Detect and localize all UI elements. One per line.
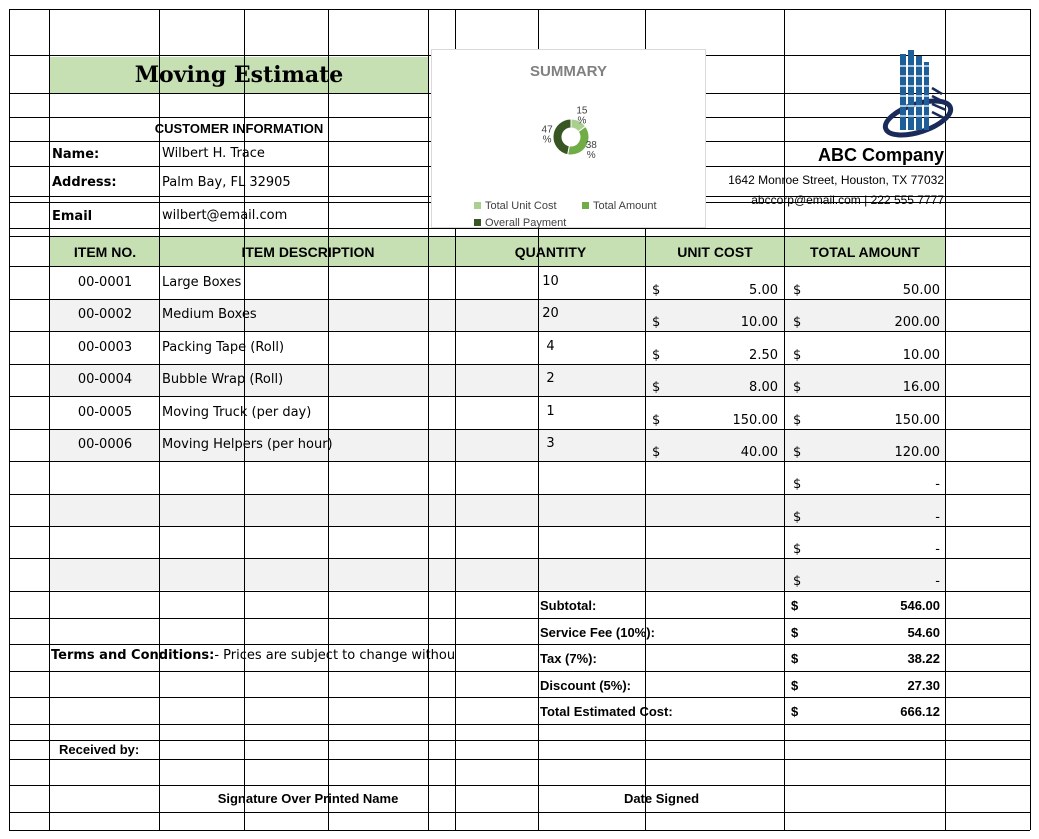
col-item-no: ITEM NO. — [73, 244, 137, 260]
item-no: 00-0001 — [77, 275, 133, 290]
summary-value: 27.30 — [907, 678, 940, 693]
item-no: 00-0005 — [77, 405, 133, 420]
summary-value: 546.00 — [900, 598, 940, 613]
legend-label: Total Amount — [593, 200, 657, 212]
total-currency: $ — [793, 510, 802, 525]
customer-email[interactable]: wilbert@email.com — [162, 208, 288, 223]
col-unit-cost: UNIT COST — [677, 244, 753, 260]
customer-info-heading: CUSTOMER INFORMATION — [154, 121, 324, 136]
total-currency: $ — [793, 574, 802, 589]
summary-label: Discount (5%): — [540, 678, 631, 693]
unit-currency: $ — [652, 348, 661, 363]
item-total: - — [935, 510, 940, 525]
item-unit-cost: 10.00 — [740, 315, 778, 330]
name-label: Name: — [52, 147, 100, 162]
item-quantity: 4 — [546, 339, 555, 354]
item-description: Large Boxes — [162, 275, 242, 290]
summary-currency: $ — [791, 678, 799, 693]
unit-currency: $ — [652, 413, 661, 428]
total-currency: $ — [793, 445, 802, 460]
customer-name[interactable]: Wilbert H. Trace — [162, 146, 265, 161]
date-signed-label: Date Signed — [623, 791, 700, 806]
summary-label: Tax (7%): — [540, 651, 597, 666]
legend-swatch — [582, 202, 589, 209]
legend-entry[interactable] — [582, 194, 657, 213]
terms-text: - Prices are subject to change withou — [214, 648, 456, 663]
item-description: Packing Tape (Roll) — [162, 340, 285, 355]
unit-currency: $ — [652, 445, 661, 460]
chart-title: SUMMARY — [530, 63, 607, 80]
item-unit-cost: 40.00 — [740, 445, 778, 460]
item-description: Moving Truck (per day) — [162, 405, 312, 420]
item-quantity: 3 — [546, 436, 555, 451]
summary-label: Total Estimated Cost: — [540, 704, 673, 719]
unit-currency: $ — [652, 283, 661, 298]
legend-label: Total Unit Cost — [485, 200, 557, 212]
signature-label: Signature Over Printed Name — [217, 791, 399, 806]
address-label: Address: — [52, 175, 117, 190]
col-quantity: QUANTITY — [514, 244, 587, 260]
legend-swatch — [474, 219, 481, 226]
summary-label: Subtotal: — [540, 598, 597, 613]
item-total: 120.00 — [894, 445, 940, 460]
summary-currency: $ — [791, 625, 799, 640]
company-address: 1642 Monroe Street, Houston, TX 77032 — [728, 173, 944, 187]
col-description: ITEM DESCRIPTION — [241, 244, 375, 260]
page-title: Moving Estimate — [134, 62, 344, 88]
item-no: 00-0006 — [77, 437, 133, 452]
email-label: Email — [52, 209, 93, 224]
item-unit-cost: 5.00 — [749, 283, 778, 298]
donut-slice[interactable] — [553, 119, 571, 155]
summary-chart[interactable] — [431, 49, 706, 228]
item-description: Bubble Wrap (Roll) — [162, 372, 284, 387]
item-total: 10.00 — [902, 348, 940, 363]
customer-address[interactable]: Palm Bay, FL 32905 — [162, 175, 291, 190]
item-total: - — [935, 574, 940, 589]
company-name: ABC Company — [817, 145, 944, 165]
total-currency: $ — [793, 542, 802, 557]
total-currency: $ — [793, 348, 802, 363]
item-description: Moving Helpers (per hour) — [162, 437, 333, 452]
summary-value: 38.22 — [907, 651, 940, 666]
total-currency: $ — [793, 413, 802, 428]
slice-data-label: % — [586, 149, 596, 161]
summary-label: Service Fee (10%): — [540, 625, 655, 640]
item-no: 00-0004 — [77, 372, 133, 387]
company-logo — [878, 48, 958, 140]
total-currency: $ — [793, 283, 802, 298]
item-unit-cost: 2.50 — [749, 348, 778, 363]
item-total: - — [935, 542, 940, 557]
item-total: 16.00 — [902, 380, 940, 395]
summary-currency: $ — [791, 651, 799, 666]
item-quantity: 1 — [546, 404, 555, 419]
summary-value: 666.12 — [900, 704, 940, 719]
item-no: 00-0003 — [77, 340, 133, 355]
received-by-label: Received by: — [59, 742, 140, 757]
slice-data-label: 47 — [541, 124, 553, 136]
total-currency: $ — [793, 380, 802, 395]
terms-conditions — [51, 648, 456, 664]
legend-label: Overall Payment — [485, 217, 567, 229]
item-total: 150.00 — [894, 413, 940, 428]
item-quantity: 2 — [546, 371, 555, 386]
legend-swatch — [474, 202, 481, 209]
company-contact: abccorp@email.com | 222 555 7777 — [751, 193, 944, 207]
slice-data-label: 15 — [576, 105, 588, 117]
item-unit-cost: 8.00 — [749, 380, 778, 395]
summary-currency: $ — [791, 704, 799, 719]
unit-currency: $ — [652, 315, 661, 330]
item-no: 00-0002 — [77, 307, 133, 322]
donut-plot — [531, 97, 611, 177]
unit-currency: $ — [652, 380, 661, 395]
terms-label: Terms and Conditions: — [51, 648, 215, 663]
item-total: 200.00 — [894, 315, 940, 330]
slice-data-label: 38 — [585, 139, 597, 151]
total-currency: $ — [793, 315, 802, 330]
summary-value: 54.60 — [907, 625, 940, 640]
item-quantity: 10 — [542, 274, 559, 289]
slice-data-label: % — [577, 115, 587, 127]
total-currency: $ — [793, 477, 802, 492]
item-total: 50.00 — [902, 283, 940, 298]
item-unit-cost: 150.00 — [732, 413, 778, 428]
slice-data-label: % — [542, 134, 552, 146]
item-total: - — [935, 477, 940, 492]
legend-entry[interactable] — [474, 211, 566, 230]
item-quantity: 20 — [542, 306, 559, 321]
col-total-amount: TOTAL AMOUNT — [810, 244, 920, 260]
summary-currency: $ — [791, 598, 799, 613]
item-description: Medium Boxes — [162, 307, 257, 322]
